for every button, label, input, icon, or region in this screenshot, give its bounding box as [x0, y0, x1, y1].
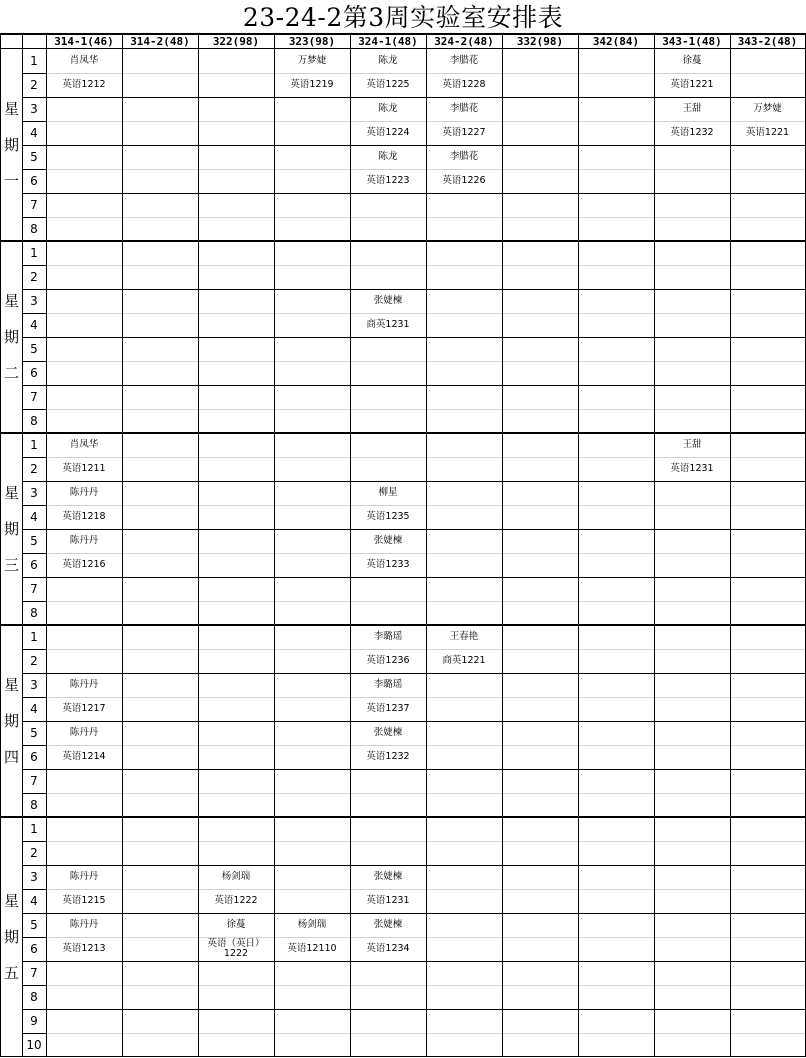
schedule-cell: 商英1231	[366, 319, 410, 330]
period-number: 6	[30, 174, 38, 188]
grid-line	[22, 481, 805, 482]
column-header: 324-1(48)	[358, 34, 418, 48]
grid-line	[22, 937, 46, 938]
grid-line	[0, 432, 806, 434]
schedule-cell: 英语1214	[62, 751, 106, 762]
period-number: 3	[30, 486, 38, 500]
grid-line	[22, 505, 46, 506]
grid-line	[274, 33, 275, 1057]
day-label: 星期三	[4, 484, 20, 574]
schedule-cell: 英语1221	[670, 79, 714, 90]
period-number: 10	[26, 1038, 42, 1052]
grid-line	[22, 361, 46, 362]
day-label: 星期二	[4, 292, 20, 382]
schedule-cell: 陈龙	[378, 103, 398, 114]
period-number: 5	[30, 150, 38, 164]
page-title: 23-24-2第3周实验室安排表	[242, 3, 564, 32]
schedule-cell: 英语1211	[62, 463, 106, 474]
grid-line	[0, 240, 806, 242]
period-number: 1	[30, 246, 38, 260]
schedule-cell: 英语12110	[287, 943, 337, 954]
schedule-cell: 万梦婕	[297, 55, 327, 66]
period-number: 8	[30, 990, 38, 1004]
period-number: 3	[30, 870, 38, 884]
grid-line	[22, 457, 46, 458]
schedule-cell: 英语1223	[366, 175, 410, 186]
grid-line	[22, 289, 805, 290]
schedule-cell: 商英1221	[442, 655, 486, 666]
grid-line	[22, 121, 46, 122]
grid-line	[0, 1056, 806, 1057]
schedule-cell: 杨剑瑞	[297, 919, 327, 930]
schedule-cell: 王甜	[682, 103, 702, 114]
grid-line	[22, 745, 46, 746]
period-number: 1	[30, 630, 38, 644]
grid-line	[22, 769, 805, 770]
period-number: 2	[30, 462, 38, 476]
period-number: 8	[30, 222, 38, 236]
grid-line	[22, 961, 805, 962]
schedule-cell: 英语（英日）1222	[207, 938, 265, 959]
schedule-cell: 陈丹丹	[69, 535, 99, 546]
schedule-cell: 英语1222	[214, 895, 258, 906]
schedule-cell: 英语1234	[366, 943, 410, 954]
schedule-cell: 英语1232	[670, 127, 714, 138]
schedule-cell: 张婕楝	[373, 919, 403, 930]
schedule-cell: 张婕楝	[373, 727, 403, 738]
schedule-cell: 陈丹丹	[69, 487, 99, 498]
period-number: 7	[30, 966, 38, 980]
schedule-cell: 英语1232	[366, 751, 410, 762]
period-number: 4	[30, 510, 38, 524]
grid-line	[22, 169, 46, 170]
schedule-cell: 英语1237	[366, 703, 410, 714]
grid-line	[22, 193, 805, 194]
grid-line	[654, 33, 655, 1057]
period-number: 7	[30, 582, 38, 596]
schedule-cell: 陈丹丹	[69, 679, 99, 690]
schedule-cell: 张婕楝	[373, 535, 403, 546]
schedule-cell: 杨剑瑞	[221, 871, 251, 882]
schedule-cell: 英语1231	[670, 463, 714, 474]
grid-line	[22, 553, 46, 554]
schedule-cell: 徐蔓	[682, 55, 702, 66]
grid-line	[22, 985, 46, 986]
period-number: 2	[30, 78, 38, 92]
schedule-cell: 英语1231	[366, 895, 410, 906]
grid-line	[578, 33, 579, 1057]
period-number: 4	[30, 894, 38, 908]
schedule-cell: 王春艳	[449, 631, 479, 642]
schedule-cell: 陈丹丹	[69, 919, 99, 930]
period-number: 6	[30, 750, 38, 764]
grid-line	[198, 33, 199, 1057]
grid-line	[22, 313, 46, 314]
grid-line	[426, 33, 427, 1057]
schedule-cell: 英语1233	[366, 559, 410, 570]
schedule-cell: 英语1218	[62, 511, 106, 522]
grid-line	[22, 265, 46, 266]
grid-line	[22, 721, 805, 722]
grid-line	[22, 97, 805, 98]
period-number: 1	[30, 822, 38, 836]
grid-line	[122, 33, 123, 1057]
schedule-cell: 李璐瑶	[373, 631, 403, 642]
period-number: 6	[30, 366, 38, 380]
grid-line	[22, 145, 805, 146]
schedule-cell: 陈丹丹	[69, 727, 99, 738]
period-number: 6	[30, 942, 38, 956]
period-number: 3	[30, 678, 38, 692]
schedule-cell: 英语1221	[745, 127, 790, 138]
period-number: 8	[30, 414, 38, 428]
grid-line	[0, 816, 806, 818]
day-label: 星期四	[4, 676, 20, 766]
schedule-cell: 英语1219	[290, 79, 334, 90]
schedule-cell: 陈龙	[378, 151, 398, 162]
schedule-cell: 英语1224	[366, 127, 410, 138]
grid-line	[0, 624, 806, 626]
grid-line	[350, 33, 351, 1057]
grid-line	[0, 33, 1, 1057]
grid-line	[22, 337, 805, 338]
column-header: 314-2(48)	[130, 34, 190, 48]
grid-line	[22, 841, 46, 842]
column-header: 342(84)	[592, 34, 640, 48]
grid-line	[22, 673, 805, 674]
column-header: 332(98)	[516, 34, 564, 48]
period-number: 5	[30, 726, 38, 740]
schedule-cell: 英语1227	[442, 127, 486, 138]
grid-line	[22, 889, 46, 890]
period-number: 5	[30, 918, 38, 932]
period-number: 2	[30, 846, 38, 860]
schedule-cell: 肖凤华	[69, 439, 99, 450]
period-number: 2	[30, 270, 38, 284]
grid-line	[502, 33, 503, 1057]
grid-line	[0, 48, 806, 49]
grid-line	[22, 385, 805, 386]
schedule-cell: 英语1228	[442, 79, 486, 90]
period-number: 5	[30, 534, 38, 548]
grid-line	[22, 1033, 46, 1034]
schedule-cell: 英语1225	[366, 79, 410, 90]
schedule-cell: 英语1216	[62, 559, 106, 570]
period-number: 4	[30, 318, 38, 332]
column-header: 314-1(46)	[54, 34, 114, 48]
column-header: 323(98)	[288, 34, 336, 48]
period-number: 2	[30, 654, 38, 668]
period-number: 6	[30, 558, 38, 572]
period-number: 8	[30, 798, 38, 812]
period-number: 1	[30, 438, 38, 452]
grid-line	[22, 1009, 805, 1010]
column-header: 343-1(48)	[662, 34, 722, 48]
period-number: 1	[30, 54, 38, 68]
schedule-cell: 英语1236	[366, 655, 410, 666]
grid-line	[22, 865, 805, 866]
schedule-cell: 李腊花	[449, 103, 479, 114]
column-header: 343-2(48)	[737, 34, 798, 48]
period-number: 9	[30, 1014, 38, 1028]
grid-line	[22, 33, 23, 1057]
schedule-cell: 张婕楝	[373, 871, 403, 882]
schedule-cell: 张婕楝	[373, 295, 403, 306]
grid-line	[46, 33, 47, 1057]
period-number: 7	[30, 774, 38, 788]
period-number: 7	[30, 390, 38, 404]
period-number: 7	[30, 198, 38, 212]
grid-line	[0, 33, 806, 35]
grid-line	[22, 217, 46, 218]
schedule-cell: 陈丹丹	[69, 871, 99, 882]
schedule-cell: 英语1226	[442, 175, 486, 186]
grid-line	[22, 793, 46, 794]
schedule-cell: 英语1212	[62, 79, 106, 90]
schedule-cell: 徐蔓	[226, 919, 246, 930]
day-label: 星期一	[4, 100, 20, 190]
column-header: 322(98)	[212, 34, 260, 48]
grid-line	[22, 601, 46, 602]
schedule-cell: 肖凤华	[69, 55, 99, 66]
grid-line	[22, 649, 46, 650]
period-number: 5	[30, 342, 38, 356]
grid-line	[22, 409, 46, 410]
schedule-cell: 柳星	[378, 487, 398, 498]
schedule-cell: 陈龙	[378, 55, 398, 66]
grid-line	[730, 33, 731, 1057]
schedule-cell: 英语1215	[62, 895, 106, 906]
schedule-cell: 王甜	[682, 439, 702, 450]
period-number: 3	[30, 102, 38, 116]
schedule-cell: 英语1217	[62, 703, 106, 714]
day-label: 星期五	[4, 892, 20, 982]
period-number: 3	[30, 294, 38, 308]
period-number: 8	[30, 606, 38, 620]
grid-line	[22, 697, 46, 698]
grid-line	[22, 529, 805, 530]
grid-line	[22, 73, 46, 74]
schedule-cell: 万梦婕	[753, 103, 782, 114]
column-header: 324-2(48)	[434, 34, 494, 48]
grid-line	[22, 577, 805, 578]
schedule-cell: 李璐瑶	[373, 679, 403, 690]
grid-line	[22, 913, 805, 914]
period-number: 4	[30, 702, 38, 716]
schedule-cell: 英语1235	[366, 511, 410, 522]
schedule-cell: 李腊花	[449, 55, 479, 66]
period-number: 4	[30, 126, 38, 140]
schedule-cell: 英语1213	[62, 943, 106, 954]
schedule-cell: 李腊花	[449, 151, 479, 162]
